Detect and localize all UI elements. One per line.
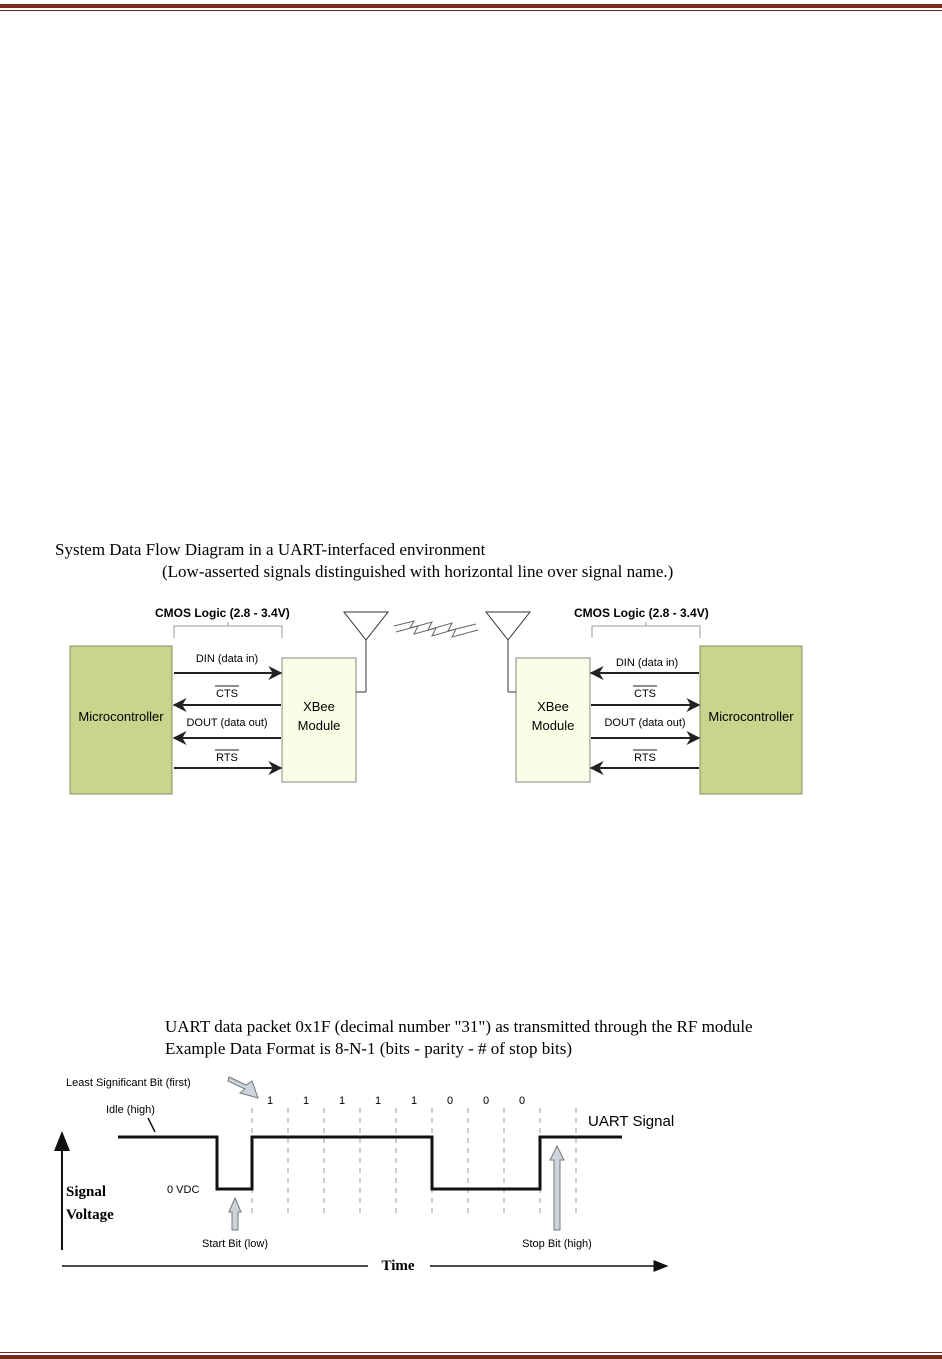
right-microcontroller-label: Microcontroller: [708, 709, 794, 724]
right-xbee-label-1: XBee: [537, 699, 569, 714]
bit-value: 0: [518, 1095, 526, 1107]
bit-value: 1: [374, 1095, 382, 1107]
start-bit-label: Start Bit (low): [201, 1238, 269, 1250]
data-flow-diagram: [55, 540, 802, 794]
right-cmos-label: CMOS Logic (2.8 - 3.4V): [574, 606, 709, 620]
stop-bit-label: Stop Bit (high): [522, 1238, 592, 1250]
bit-value: 1: [410, 1095, 418, 1107]
right-signal-rts: RTS: [634, 752, 656, 764]
bit-value: 1: [338, 1095, 346, 1107]
uart-waveform: [118, 1137, 622, 1189]
figure2-title-1: UART data packet 0x1F (decimal number "31") as transmitted through the RF module: [165, 1017, 753, 1036]
bit-value: 0: [446, 1095, 454, 1107]
left-antenna-icon: [344, 612, 388, 640]
right-system: [486, 606, 802, 794]
bit-value: 0: [482, 1095, 490, 1107]
left-signal-cts: CTS: [216, 688, 238, 700]
wireless-link-icon: [394, 621, 478, 637]
figure2-title-2: Example Data Format is 8-N-1 (bits - parity - # of stop bits): [165, 1039, 572, 1058]
figure1-subtitle: (Low-asserted signals distinguished with horizontal line over signal name.): [162, 562, 674, 581]
left-xbee-label-2: Module: [297, 718, 341, 733]
right-cmos-bracket: [592, 626, 700, 638]
lsb-arrow-icon: [228, 1077, 258, 1098]
right-signal-din: DIN (data in): [615, 657, 679, 669]
left-cmos-bracket: [174, 626, 282, 638]
time-label: Time: [381, 1258, 415, 1274]
left-xbee-label-1: XBee: [303, 699, 335, 714]
figure1-title: System Data Flow Diagram in a UART-interfaced environment: [55, 540, 486, 559]
start-bit-arrow-icon: [229, 1198, 241, 1230]
lsb-label: Least Significant Bit (first): [66, 1077, 191, 1089]
uart-signal-label: UART Signal: [588, 1113, 675, 1130]
bit-value: 1: [302, 1095, 310, 1107]
left-signal-dout: DOUT (data out): [186, 717, 268, 729]
right-signal-cts: CTS: [634, 688, 656, 700]
zero-vdc-label: 0 VDC: [167, 1184, 200, 1196]
left-signal-din: DIN (data in): [195, 653, 259, 665]
y-label-2: Voltage: [66, 1207, 114, 1223]
stop-bit-arrow-icon: [550, 1146, 564, 1230]
bit-boundaries: [252, 1108, 576, 1218]
idle-pointer: [148, 1118, 155, 1132]
left-cmos-label: CMOS Logic (2.8 - 3.4V): [155, 606, 290, 620]
right-antenna-icon: [486, 612, 530, 640]
bit-values: [267, 1095, 525, 1107]
y-label-1: Signal: [66, 1184, 107, 1200]
uart-timing-diagram: [62, 1017, 753, 1274]
right-signal-dout: DOUT (data out): [604, 717, 686, 729]
right-xbee-label-2: Module: [531, 718, 575, 733]
left-system: [70, 606, 388, 794]
idle-label: Idle (high): [106, 1104, 155, 1116]
left-microcontroller-label: Microcontroller: [78, 709, 164, 724]
left-signal-rts: RTS: [216, 752, 238, 764]
bit-value: 1: [266, 1095, 274, 1107]
